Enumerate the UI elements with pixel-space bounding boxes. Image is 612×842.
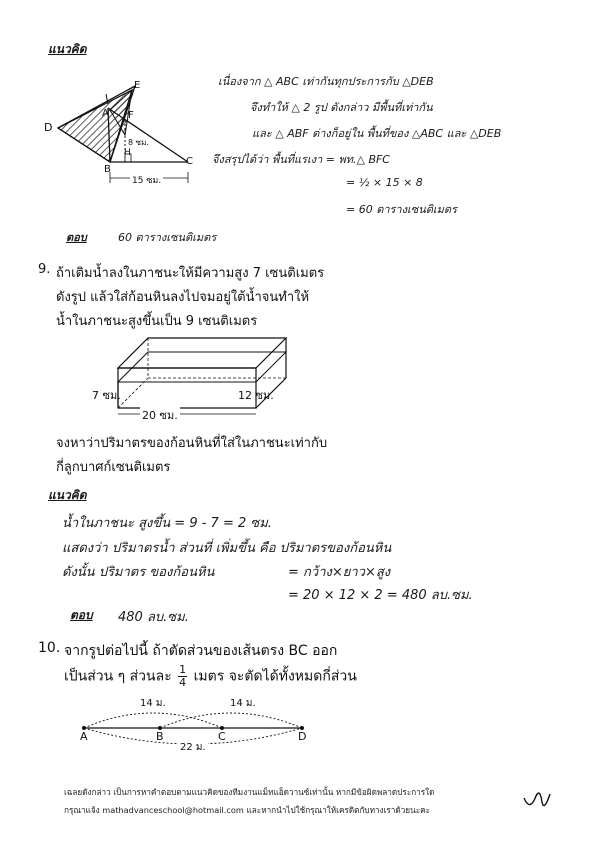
q10-frac-num: 1	[179, 663, 187, 676]
q9-fig-h: 7 ซม.	[92, 389, 121, 402]
section8-line4: จึงสรุปได้ว่า พื้นที่แรเงา = พท.△ BFC	[212, 153, 390, 166]
q10-fraction	[178, 664, 187, 689]
q10-label-A: A	[80, 730, 88, 743]
q9-sol3a: ดังนั้น ปริมาตร ของก้อนหิน	[62, 565, 215, 580]
section8-heading: แนวคิด	[48, 42, 87, 56]
q10-text1: จากรูปต่อไปนี้ ถ้าตัดส่วนของเส้นตรง BC ออก	[64, 643, 338, 659]
label-A: A	[102, 108, 109, 119]
q10-label-B: B	[156, 730, 164, 743]
section8-line6: = 60 ตารางเซนติเมตร	[346, 203, 457, 216]
q10-label-C: C	[218, 730, 226, 743]
section8-line5: = ½ × 15 × 8	[346, 176, 423, 189]
q10-label-AD: 22 ม.	[180, 742, 206, 753]
q10-text2a: เป็นส่วน ๆ ส่วนละ	[64, 668, 172, 685]
q9-sol1: น้ำในภาชนะ สูงขึ้น = 9 - 7 = 2 ซม.	[62, 516, 272, 531]
q9-text4: จงหาว่าปริมาตรของก้อนหินที่ใส่ในภาชนะเท่ากับ	[56, 436, 328, 451]
q10-frac-den: 4	[179, 676, 187, 689]
q10-text2	[64, 664, 357, 689]
label-F: F	[128, 110, 134, 121]
q9-number: 9.	[38, 262, 51, 277]
section8-line3: และ △ ABF ต่างก็อยู่ใน พื้นที่ของ △ABC และ △DEB	[252, 127, 502, 140]
q9-text1: ถ้าเติมน้ำลงในภาชนะให้มีความสูง 7 เซนติเมตร	[56, 266, 325, 281]
footer-line1: เฉลยดังกล่าว เป็นการหาคำตอบตามแนวคิดของทีมงานแม็ทแอ็ดวานซ์เท่านั้น หากมีข้อผิดพลาดประการใด	[64, 787, 435, 797]
section8-answer-label: ตอบ	[66, 231, 87, 244]
label-D: D	[44, 121, 53, 134]
q9-fig-w: 20 ซม.	[140, 406, 180, 424]
q9-container-figure	[100, 330, 320, 430]
signature-mark	[520, 786, 560, 816]
section8-line1: เนื่องจาก △ ABC เท่ากันทุกประการกับ △DEB	[218, 75, 434, 88]
q9-sol4: = 20 × 12 × 2 = 480 ลบ.ซม.	[288, 588, 473, 603]
label-H: H	[124, 148, 131, 158]
q9-fig-d: 12 ซม.	[238, 389, 274, 402]
section8-triangle-figure	[40, 80, 210, 190]
label-height: 8 ซม.	[128, 138, 149, 147]
q9-text2: ดังรูป แล้วใส่ก้อนหินลงไปจมอยู่ใต้น้ำจนทำให้	[56, 290, 310, 305]
q9-text5: กี่ลูกบาศก์เซนติเมตร	[56, 460, 171, 475]
footer-line2: กรุณาแจ้ง mathadvanceschool@hotmail.com และหากนำไปใช้กรุณาให้เครดิตกับทางเราด้วยนะคะ	[64, 805, 430, 815]
q10-label-D: D	[298, 730, 307, 743]
label-E: E	[134, 80, 141, 91]
q9-text3: น้ำในภาชนะสูงขึ้นเป็น 9 เซนติเมตร	[56, 314, 258, 329]
q9-answer: 480 ลบ.ซม.	[118, 610, 189, 625]
q9-heading: แนวคิด	[48, 488, 87, 502]
section8-line2: จึงทำให้ △ 2 รูป ดังกล่าว มีพื้นที่เท่ากัน	[250, 101, 433, 114]
q9-sol3b: = กว้าง×ยาว×สูง	[288, 565, 391, 580]
label-base: 15 ซม.	[130, 173, 163, 187]
q10-label-AC: 14 ม.	[140, 698, 166, 709]
q9-answer-label: ตอบ	[70, 608, 93, 622]
label-B: B	[104, 164, 111, 175]
q10-label-BD: 14 ม.	[230, 698, 256, 709]
q9-sol2: แสดงว่า ปริมาตรน้ำ ส่วนที่ เพิ่มขึ้น คือ ปริมาตรของก้อนหิน	[62, 541, 392, 556]
q10-number: 10.	[38, 640, 61, 656]
q10-text2b: เมตร จะตัดได้ทั้งหมดกี่ส่วน	[193, 668, 357, 685]
section8-answer: 60 ตารางเซนติเมตร	[118, 231, 217, 244]
label-C: C	[186, 156, 193, 167]
